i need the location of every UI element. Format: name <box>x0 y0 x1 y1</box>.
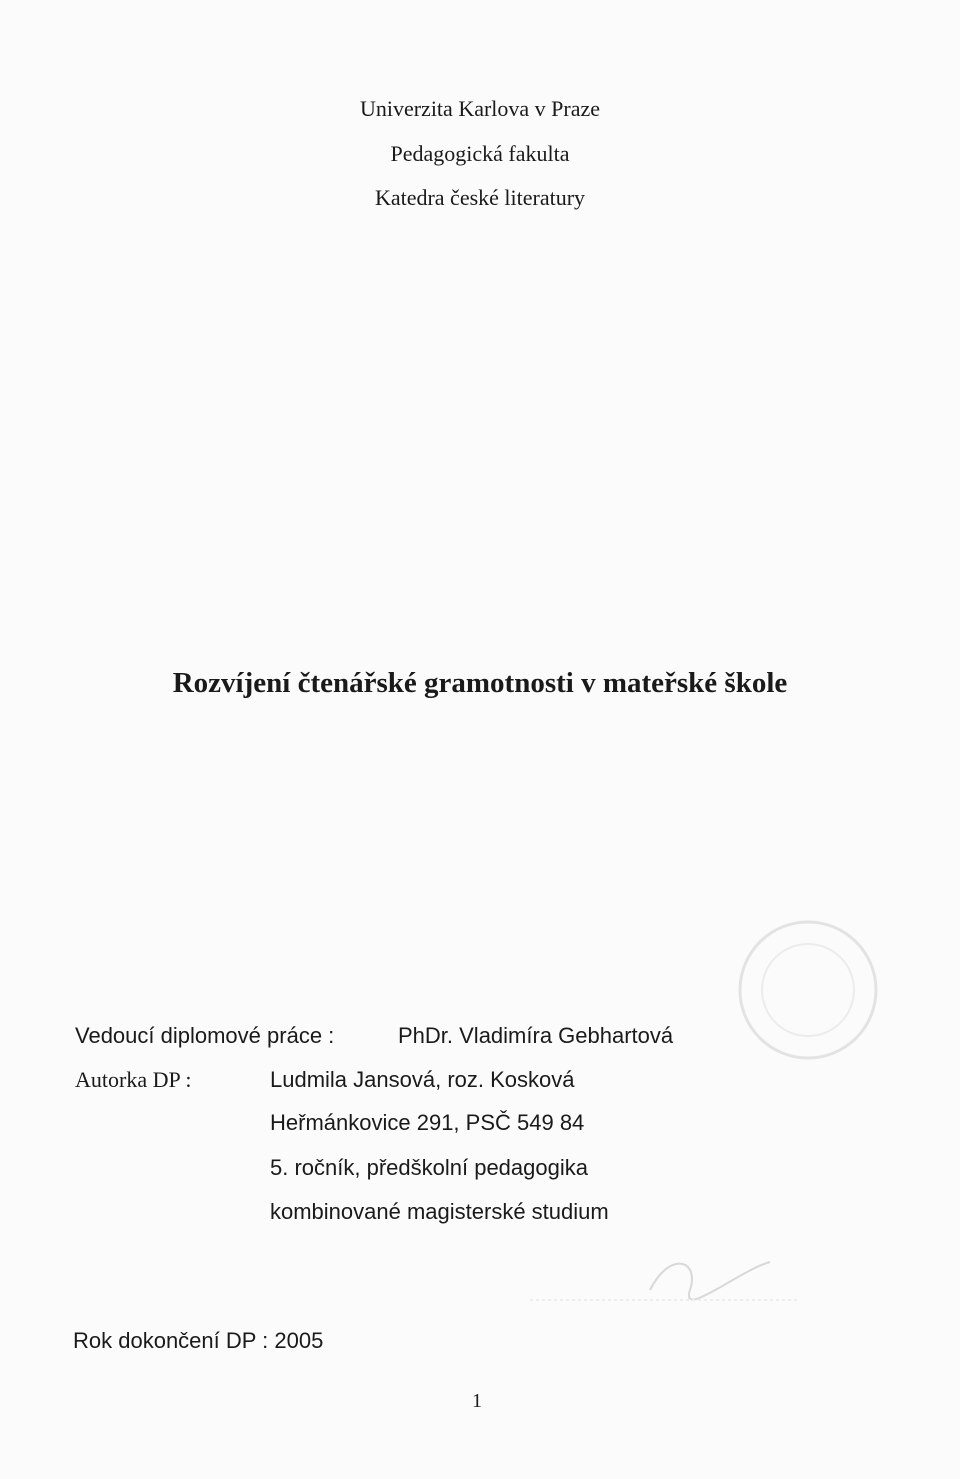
author-study-type: kombinované magisterské studium <box>270 1199 609 1224</box>
faculty-name: Pedagogická fakulta <box>390 141 570 166</box>
supervisor-label: Vedoucí diplomové práce : <box>75 1023 335 1048</box>
author-name: Ludmila Jansová, roz. Kosková <box>270 1067 575 1092</box>
stamp-inner-ring <box>762 944 854 1036</box>
department-name: Katedra české literatury <box>374 185 586 210</box>
thesis-title: Rozvíjení čtenářské gramotnosti v mateřské škole <box>172 667 788 699</box>
completion-year: Rok dokončení DP : 2005 <box>73 1328 324 1353</box>
supervisor-name: PhDr. Vladimíra Gebhartová <box>398 1023 674 1048</box>
author-year-of-study: 5. ročník, předškolní pedagogika <box>270 1155 588 1180</box>
author-label: Autorka DP : <box>75 1067 192 1092</box>
signature-showthrough <box>650 1262 770 1299</box>
page-number: 1 <box>472 1390 482 1412</box>
university-name: Univerzita Karlova v Praze <box>359 96 601 121</box>
stamp-outer-ring <box>740 922 876 1058</box>
author-address: Heřmánkovice 291, PSČ 549 84 <box>270 1110 585 1135</box>
